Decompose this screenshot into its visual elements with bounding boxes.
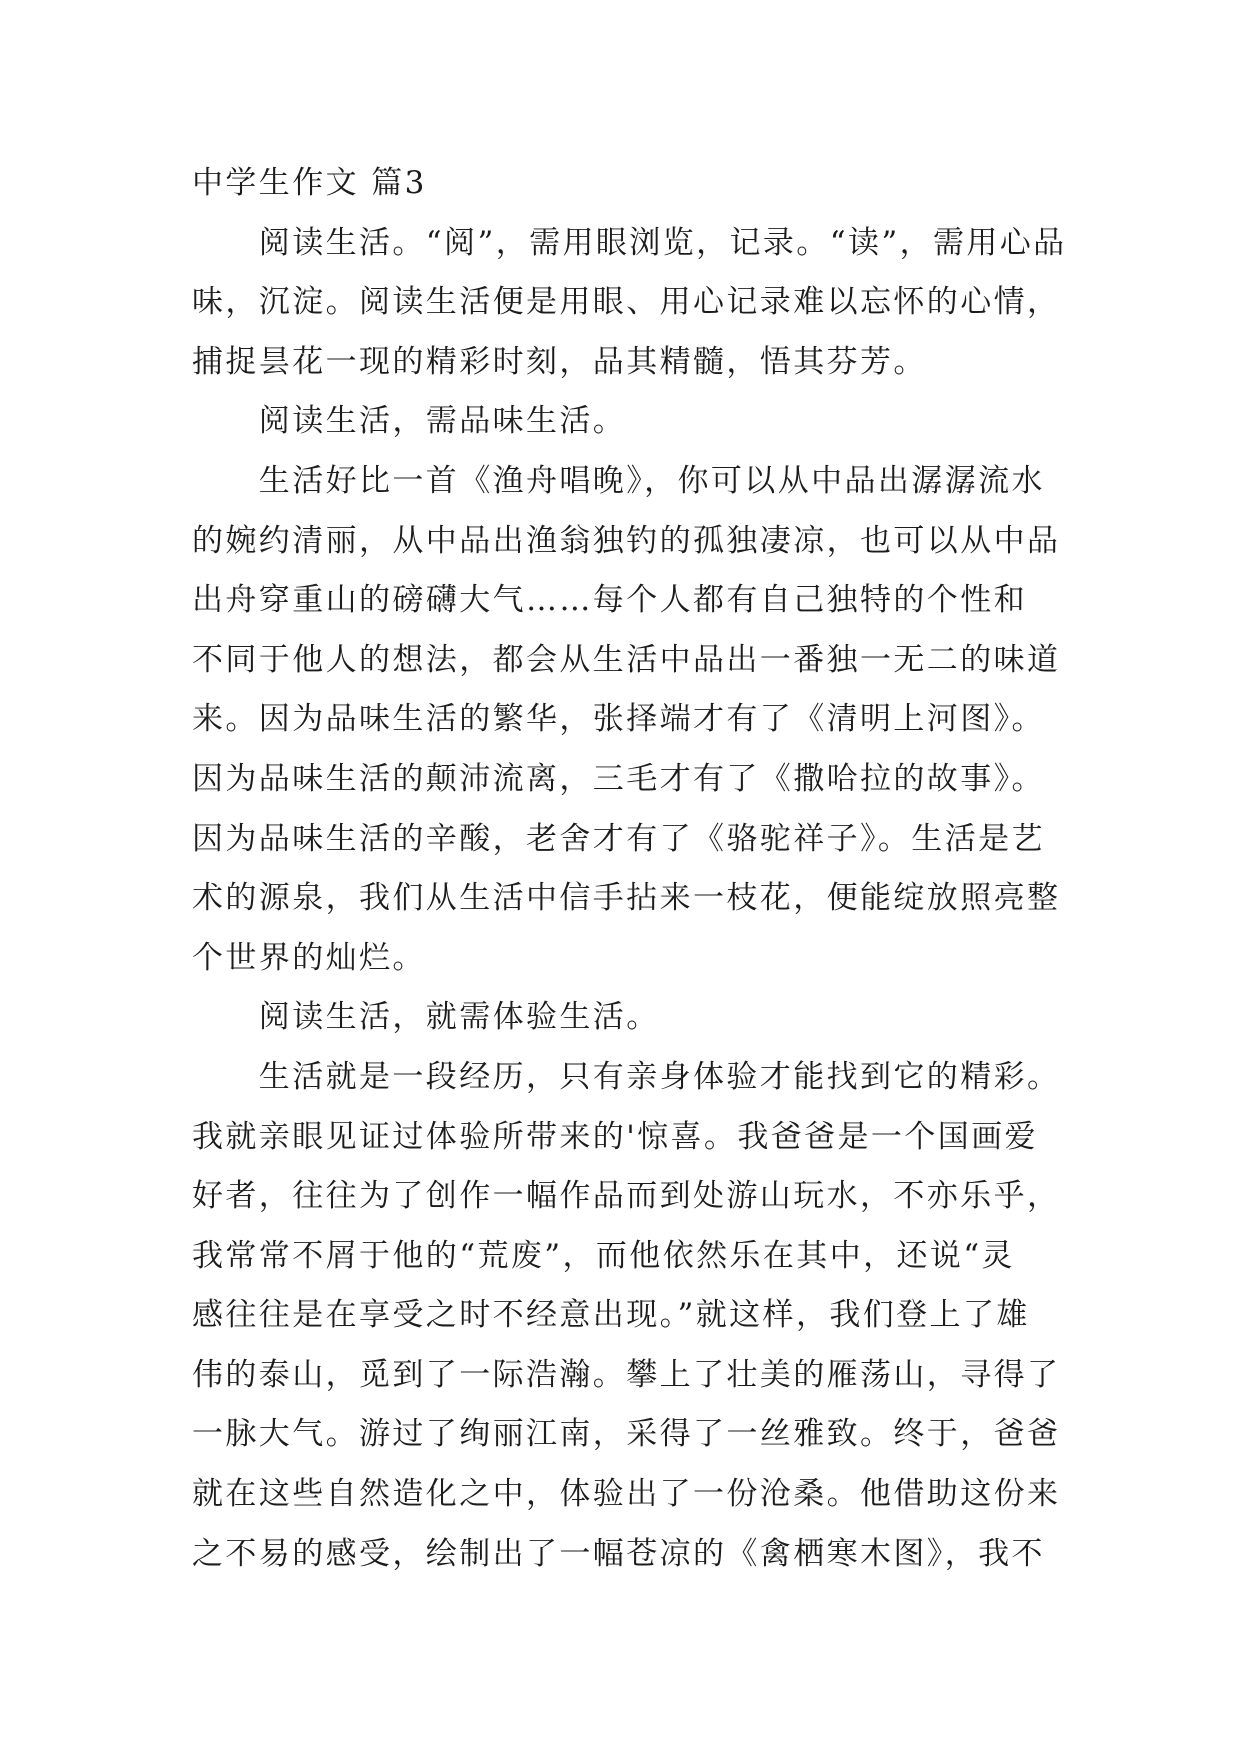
text-line: 生活好比一首《渔舟唱晚》，你可以从中品出潺潺流水 (258, 462, 1045, 499)
text-line: 之不易的感受，绘制出了一幅苍凉的《禽栖寒木图》，我不 (192, 1535, 1045, 1572)
text-line: 的婉约清丽，从中品出渔翁独钓的孤独凄凉，也可以从中品 (192, 522, 1061, 559)
text-line: 阅读生活，就需体验生活。 (258, 999, 660, 1036)
text-line: 就在这些自然造化之中，体验出了一份沧桑。他借助这份来 (192, 1476, 1061, 1513)
paragraph-1 (192, 214, 1241, 393)
text-line: 因为品味生活的辛酸，老舍才有了《骆驼祥子》。生活是艺 (192, 820, 1045, 857)
text-line: 我常常不屑于他的“荒废”，而他依然乐在其中，还说“灵 (192, 1237, 1015, 1274)
text-line: 味，沉淀。阅读生活便是用眼、用心记录难以忘怀的心情， (192, 284, 1061, 321)
text-line: 阅读生活，需品味生活。 (258, 403, 627, 440)
text-line: 我就亲眼见证过体验所带来的'惊喜。我爸爸是一个国画爱 (192, 1118, 1038, 1155)
paragraph-4 (192, 988, 1241, 1048)
text-line: 生活就是一段经历，只有亲身体验才能找到它的精彩。 (258, 1058, 1061, 1095)
text-line: 不同于他人的想法，都会从生活中品出一番独一无二的味道 (192, 641, 1061, 678)
paragraph-2 (192, 392, 1241, 452)
text-line: 捕捉昙花一现的精彩时刻，品其精髓，悟其芬芳。 (192, 343, 927, 380)
paragraph-5 (192, 1048, 1241, 1584)
text-line: 出舟穿重山的磅礴大气……每个人都有自己独特的个性和 (192, 582, 1027, 619)
text-line: 伟的泰山，觅到了一际浩瀚。攀上了壮美的雁荡山，寻得了 (192, 1356, 1061, 1393)
paragraph-3 (192, 452, 1241, 988)
text-line: 个世界的灿烂。 (192, 939, 426, 976)
text-line: 好者，往往为了创作一幅作品而到处游山玩水，不亦乐乎， (192, 1178, 1061, 1215)
text-line: 感往往是在享受之时不经意出现。”就这样，我们登上了雄 (192, 1297, 1030, 1334)
text-line: 因为品味生活的颠沛流离，三毛才有了《撒哈拉的故事》。 (192, 760, 1045, 797)
text-line: 来。因为品味生活的繁华，张择端才有了《清明上河图》。 (192, 701, 1045, 738)
text-line: 一脉大气。游过了绚丽江南，采得了一丝雅致。终于，爸爸 (192, 1416, 1061, 1453)
text-line: 阅读生活。“阅”，需用眼浏览，记录。“读”，需用心品 (258, 224, 1067, 261)
document-title: 中学生作文 篇3 (192, 165, 427, 201)
text-line: 术的源泉，我们从生活中信手拈来一枝花，便能绽放照亮整 (192, 880, 1061, 917)
